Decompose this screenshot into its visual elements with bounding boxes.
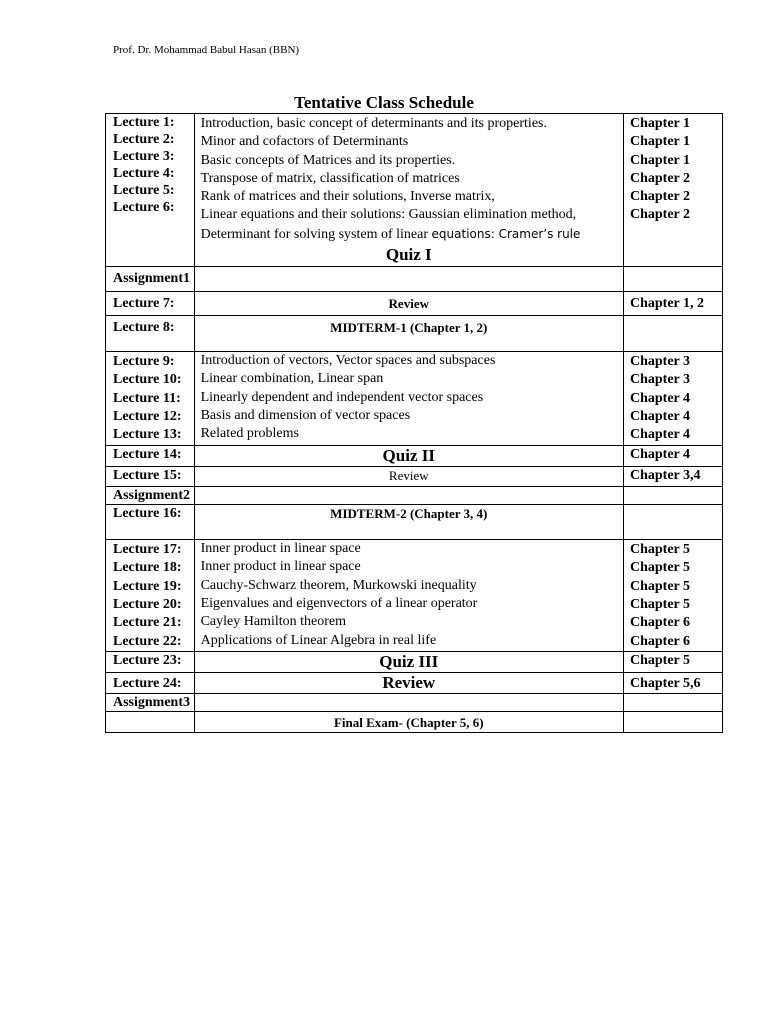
assignment-label: Assignment2 — [106, 486, 195, 504]
table-row — [106, 486, 723, 504]
empty-cell — [623, 694, 722, 712]
chapter-text: Chapter 2 — [629, 207, 690, 223]
topic-cell — [194, 351, 623, 445]
chapter-text: Chapter 5,6 — [623, 673, 722, 694]
lecture-label: Lecture 8: — [106, 315, 195, 351]
lecture-label: Lecture 20: — [113, 597, 182, 613]
topic-text: Linearly dependent and independent vector spaces — [200, 389, 484, 405]
chapter-text: Chapter 3 — [629, 353, 690, 369]
chapter-text: Chapter 2 — [629, 170, 690, 186]
empty-cell — [623, 266, 722, 291]
empty-cell — [623, 712, 722, 733]
quiz-label: Quiz II — [194, 445, 623, 466]
table-row — [106, 291, 723, 315]
lecture-label: Lecture 1: — [113, 115, 175, 130]
lecture-label: Lecture 23: — [106, 652, 195, 673]
lecture-label: Lecture 14: — [106, 445, 195, 466]
lecture-label: Lecture 24: — [106, 673, 195, 694]
topic-text: Linear combination, Linear span — [200, 371, 384, 387]
chapter-text: Chapter 5 — [629, 560, 690, 576]
topic-cell — [194, 539, 623, 651]
assignment-label: Assignment3 — [106, 694, 195, 712]
lecture-label: Lecture 15: — [106, 466, 195, 486]
lecture-label: Lecture 2: — [113, 132, 175, 147]
chapter-cell — [623, 351, 722, 445]
chapter-cell — [623, 114, 722, 267]
schedule-table — [105, 113, 723, 733]
table-row — [106, 652, 723, 673]
empty-cell — [623, 315, 722, 351]
topic-text: Basis and dimension of vector spaces — [200, 408, 411, 423]
topic-text: Cayley Hamilton theorem — [200, 614, 346, 630]
topic-text: Introduction, basic concept of determinants and its properties. — [200, 116, 547, 131]
lecture-label: Lecture 17: — [113, 541, 182, 557]
table-row — [106, 266, 723, 291]
lecture-label: Lecture 12: — [113, 409, 182, 424]
final-exam-text: Final Exam- (Chapter 5, 6) — [194, 712, 623, 733]
topic-cell — [194, 114, 623, 267]
table-row — [106, 539, 723, 651]
chapter-text: Chapter 5 — [629, 541, 690, 557]
topic-text: MIDTERM-1 (Chapter 1, 2) — [194, 315, 623, 351]
topic-text: Rank of matrices and their solutions, Inverse matrix, — [200, 189, 495, 205]
lecture-label: Lecture 4: — [113, 166, 175, 181]
table-row — [106, 445, 723, 466]
lecture-label: Lecture 21: — [113, 615, 182, 631]
table-row — [106, 504, 723, 539]
topic-text: Inner product in linear space — [200, 559, 361, 575]
empty-cell — [623, 504, 722, 539]
empty-cell — [194, 266, 623, 291]
lecture-label: Lecture 18: — [113, 560, 182, 576]
chapter-cell — [623, 539, 722, 651]
topic-text: MIDTERM-2 (Chapter 3, 4) — [194, 504, 623, 539]
lecture-label: Lecture 7: — [106, 291, 195, 315]
quiz-label: Quiz III — [194, 652, 623, 673]
table-row — [106, 694, 723, 712]
topic-text: Basic concepts of Matrices and its properties. — [200, 152, 456, 168]
topic-text: Inner product in linear space — [200, 540, 361, 556]
chapter-text: Chapter 5 — [623, 652, 722, 673]
topic-text: Transpose of matrix, classification of matrices — [200, 170, 460, 186]
assignment-label: Assignment1 — [106, 266, 195, 291]
chapter-text: Chapter 5 — [629, 597, 690, 613]
chapter-text: Chapter 3,4 — [623, 466, 722, 486]
chapter-text: Chapter 3 — [629, 372, 690, 388]
chapter-text: Chapter 5 — [629, 578, 690, 594]
lecture-label: Lecture 6: — [113, 200, 175, 215]
topic-text: Cauchy-Schwarz theorem, Murkowski inequality — [200, 577, 477, 593]
table-row — [106, 712, 723, 733]
topic-text: Introduction of vectors, Vector spaces and subspaces — [200, 352, 496, 368]
topic-text: Eigenvalues and eigenvectors of a linear operator — [200, 596, 478, 612]
lecture-label-cell — [106, 539, 195, 651]
lecture-label: Lecture 9: — [113, 353, 175, 369]
lecture-label: Lecture 11: — [113, 390, 181, 406]
table-row — [106, 114, 723, 267]
empty-cell — [623, 486, 722, 504]
lecture-label-cell — [106, 351, 195, 445]
lecture-label: Lecture 22: — [113, 633, 182, 649]
page-title — [0, 93, 768, 113]
lecture-label: Lecture 13: — [113, 427, 182, 443]
topic-text-part: equations: Cramer’s rule — [431, 226, 581, 241]
topic-text-part: Determinant for solving system of linear — [200, 226, 429, 242]
topic-text: Linear equations and their solutions: Gaussian elimination method, — [200, 207, 577, 223]
lecture-label: Lecture 5: — [113, 183, 175, 198]
chapter-text: Chapter 1 — [629, 152, 690, 168]
topic-text: Applications of Linear Algebra in real life — [200, 632, 437, 648]
lecture-label: Lecture 16: — [106, 504, 195, 539]
header-author: Prof. Dr. Mohammad Babul Hasan (BBN) — [113, 44, 300, 56]
title-text: Tentative Class Schedule — [294, 93, 474, 112]
topic-text: Minor and cofactors of Determinants — [200, 134, 409, 150]
table-row — [106, 673, 723, 694]
topic-text: Related problems — [200, 426, 299, 442]
chapter-text: Chapter 1 — [629, 116, 690, 131]
lecture-label: Lecture 10: — [113, 372, 182, 388]
chapter-text: Chapter 4 — [629, 427, 690, 443]
chapter-text: Chapter 6 — [629, 615, 690, 631]
empty-cell — [194, 694, 623, 712]
lecture-label: Lecture 3: — [113, 149, 175, 164]
empty-cell — [106, 712, 195, 733]
topic-text: Review — [194, 466, 623, 486]
empty-cell — [194, 486, 623, 504]
chapter-text: Chapter 4 — [629, 390, 690, 406]
topic-text-continued — [201, 225, 617, 244]
chapter-text: Chapter 2 — [629, 189, 690, 205]
chapter-text: Chapter 4 — [623, 445, 722, 466]
lecture-label: Lecture 19: — [113, 578, 182, 594]
quiz-label: Quiz I — [385, 244, 432, 264]
table-row — [106, 315, 723, 351]
table-row — [106, 351, 723, 445]
lecture-label-cell — [106, 114, 195, 267]
chapter-text: Chapter 1, 2 — [623, 291, 722, 315]
table-row — [106, 466, 723, 486]
topic-text: Review — [194, 291, 623, 315]
chapter-text: Chapter 6 — [629, 633, 690, 649]
topic-text: Review — [194, 673, 623, 694]
chapter-text: Chapter 1 — [629, 134, 690, 150]
chapter-text: Chapter 4 — [629, 409, 690, 424]
